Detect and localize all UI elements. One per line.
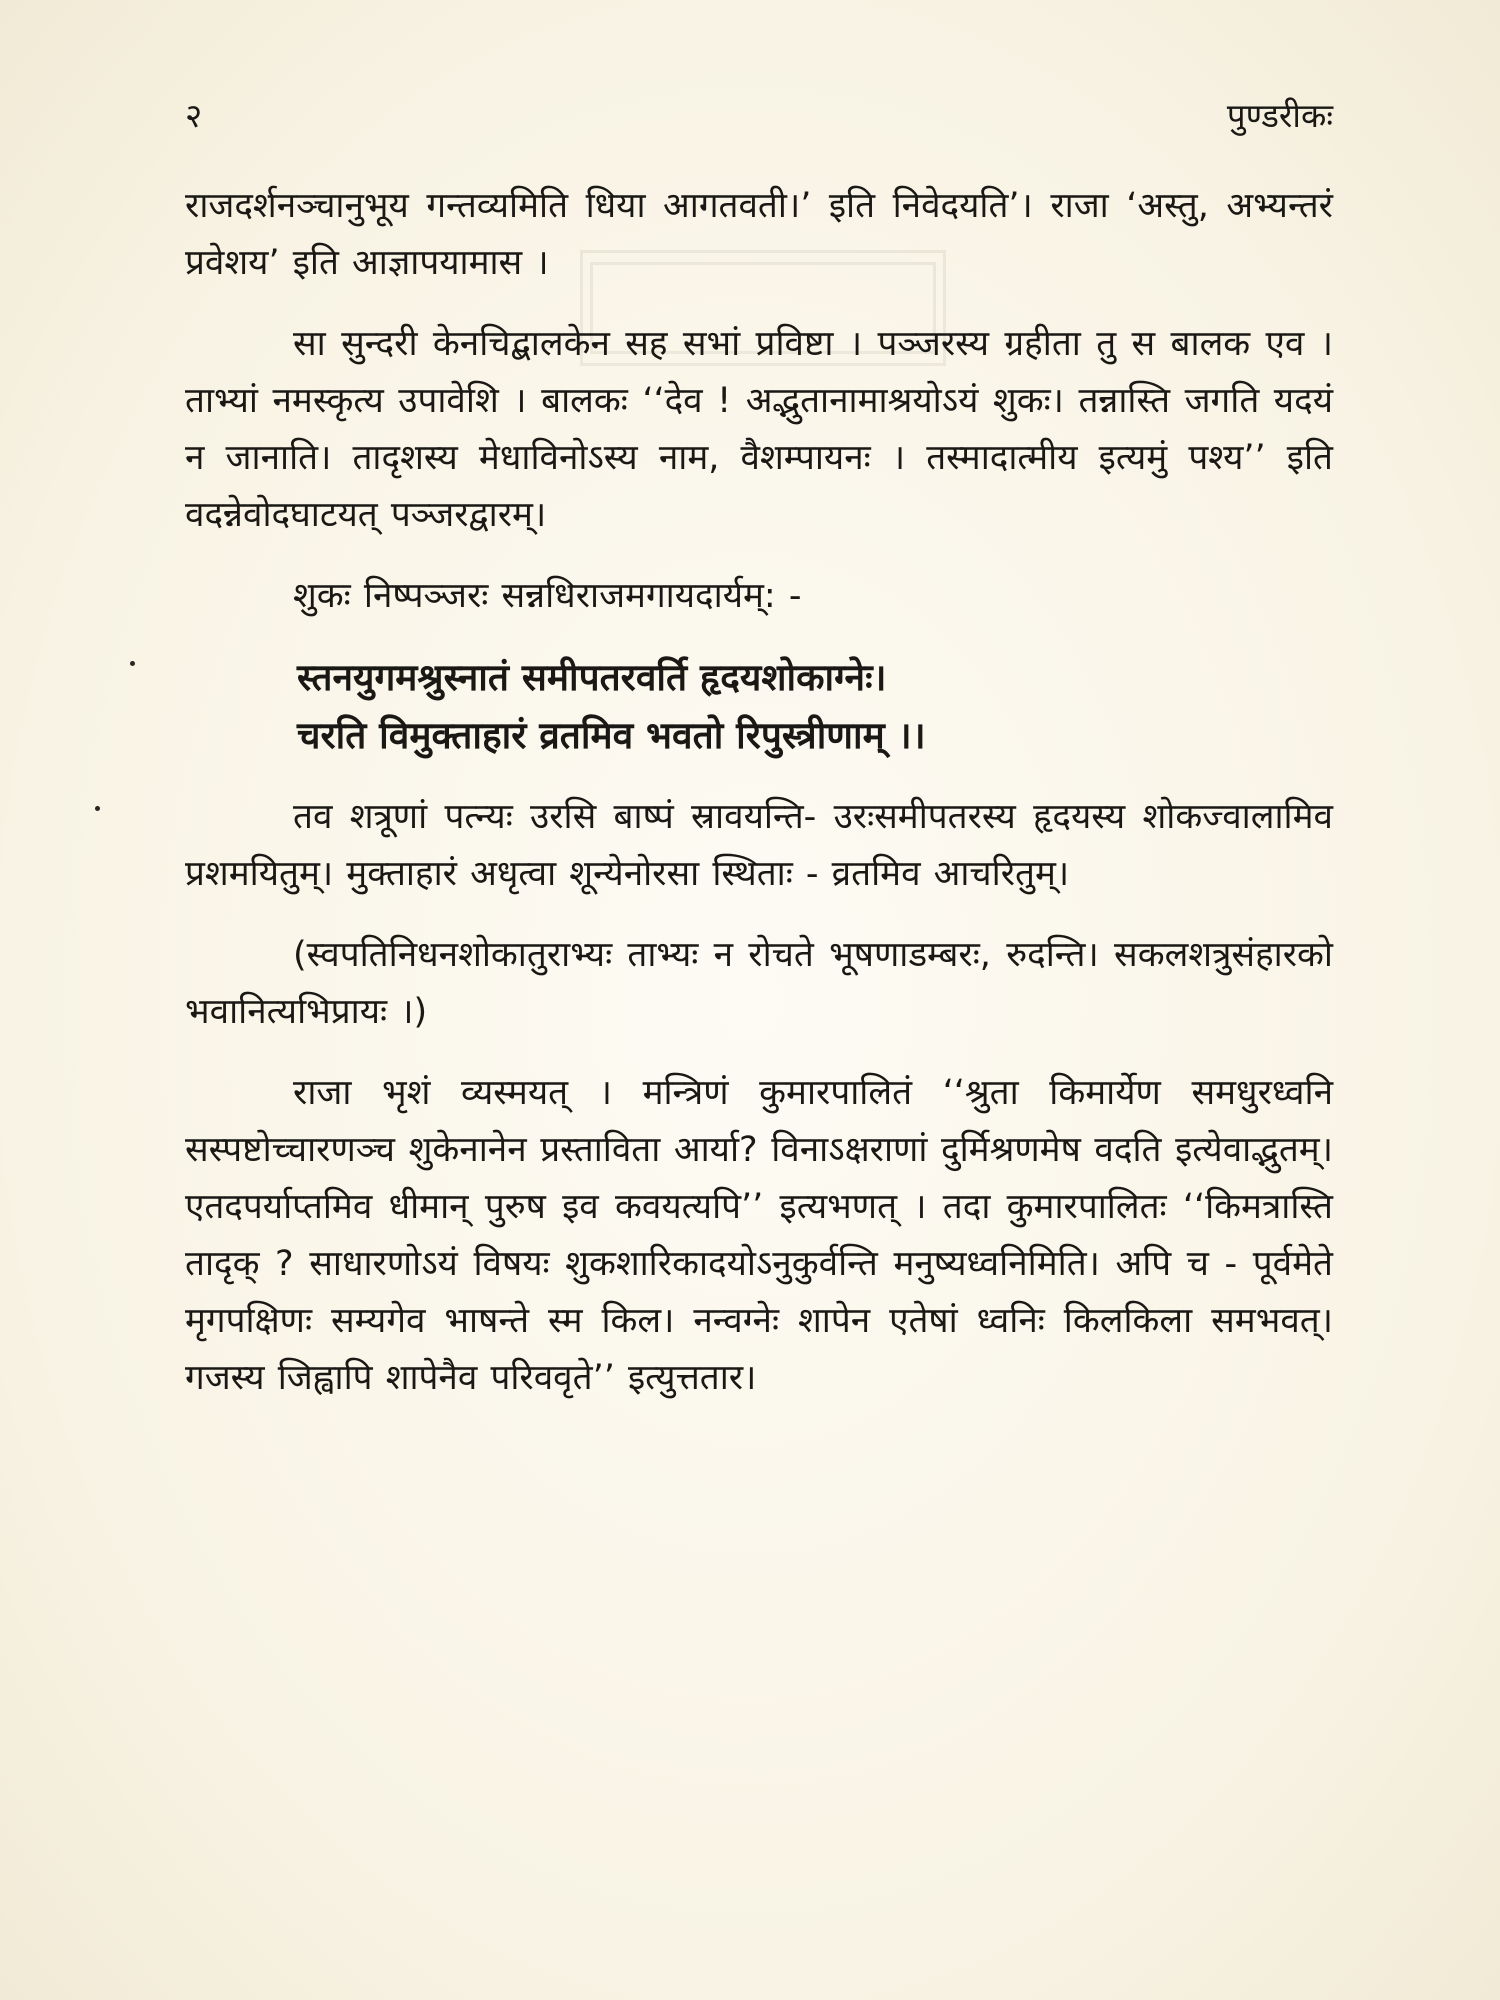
running-title: पुण्डरीकः	[1226, 96, 1333, 135]
page-number: २	[185, 96, 203, 135]
paragraph-6: राजा भृशं व्यस्मयत् । मन्त्रिणं कुमारपालितं ‘‘श्रुता किमार्येण समधुरध्वनि सस्पष्टोच्चारणञ्च शुकेनानेन प्रस्ताविता आर्या? विनाऽक्षराणां दुर्मिश्रणमेष वदति इत्येवाद्भुतम्। एतदपर्याप्तमिव धीमान् पुरुष इव कवयत्यपि’’ इत्यभणत् । तदा कुमारपालितः ‘‘किमत्रास्ति तादृक् ? साधारणोऽयं विषयः शुकशारिकादयोऽनुकुर्वन्ति मनुष्यध्वनिमिति। अपि च - पूर्वमेते मृगपक्षिणः सम्यगेव भाषन्ते स्म किल। नन्वग्नेः शापेन एतेषां ध्वनिः किलकिला समभवत्। गजस्य जिह्वापि शापेनैव परिववृते’’ इत्युत्ततार।	[185, 1073, 1333, 1398]
paragraph-2: सा सुन्दरी केनचिद्बालकेन सह सभां प्रविष्टा । पञ्जरस्य ग्रहीता तु स बालक एव । ताभ्यां नमस्कृत्य उपावेशि । बालकः ‘‘देव ! अद्भुतानामाश्रयोऽयं शुकः। तन्नास्ति जगति यदयं न जानाति। तादृशस्य मेधाविनोऽस्य नाम, वैशम्पायनः । तस्मादात्मीय इत्यमुं पश्य’’ इति वदन्नेवोदघाटयत् पञ्जरद्वारम्।	[185, 324, 1333, 535]
verse-line-2: चरति विमुक्ताहारं व्रतमिव भवतो रिपुस्त्रीणाम् ।।	[297, 714, 926, 757]
ink-speck	[95, 806, 100, 811]
verse-block	[297, 649, 1333, 765]
ink-speck	[130, 661, 135, 666]
paragraph-4: तव शत्रूणां पत्न्यः उरसि बाष्पं स्रावयन्ति- उरःसमीपतरस्य हृदयस्य शोकज्वालामिव प्रशमयितुम्। मुक्ताहारं अधृत्वा शून्येनोरसा स्थिताः - व्रतमिव आचरितुम्।	[185, 797, 1333, 894]
paragraph-3: शुकः निष्पञ्जरः सन्नधिराजमगायदार्यम्: -	[293, 576, 802, 616]
running-header	[185, 92, 1333, 140]
paragraph-5: (स्वपतिनिधनशोकातुराभ्यः ताभ्यः न रोचते भूषणाडम्बरः, रुदन्ति। सकलशत्रुसंहारको भवानित्यभिप्रायः ।)	[185, 935, 1333, 1032]
verse-line-1: स्तनयुगमश्रुस्नातं समीपतरवर्ति हृदयशोकाग्नेः।	[297, 656, 887, 699]
body-text	[185, 178, 1333, 1431]
paragraph-1: राजदर्शनञ्चानुभूय गन्तव्यमिति धिया आगतवती।’ इति निवेदयति’। राजा ‘अस्तु, अभ्यन्तरं प्रवेशय’ इति आज्ञापयामास ।	[185, 186, 1333, 283]
